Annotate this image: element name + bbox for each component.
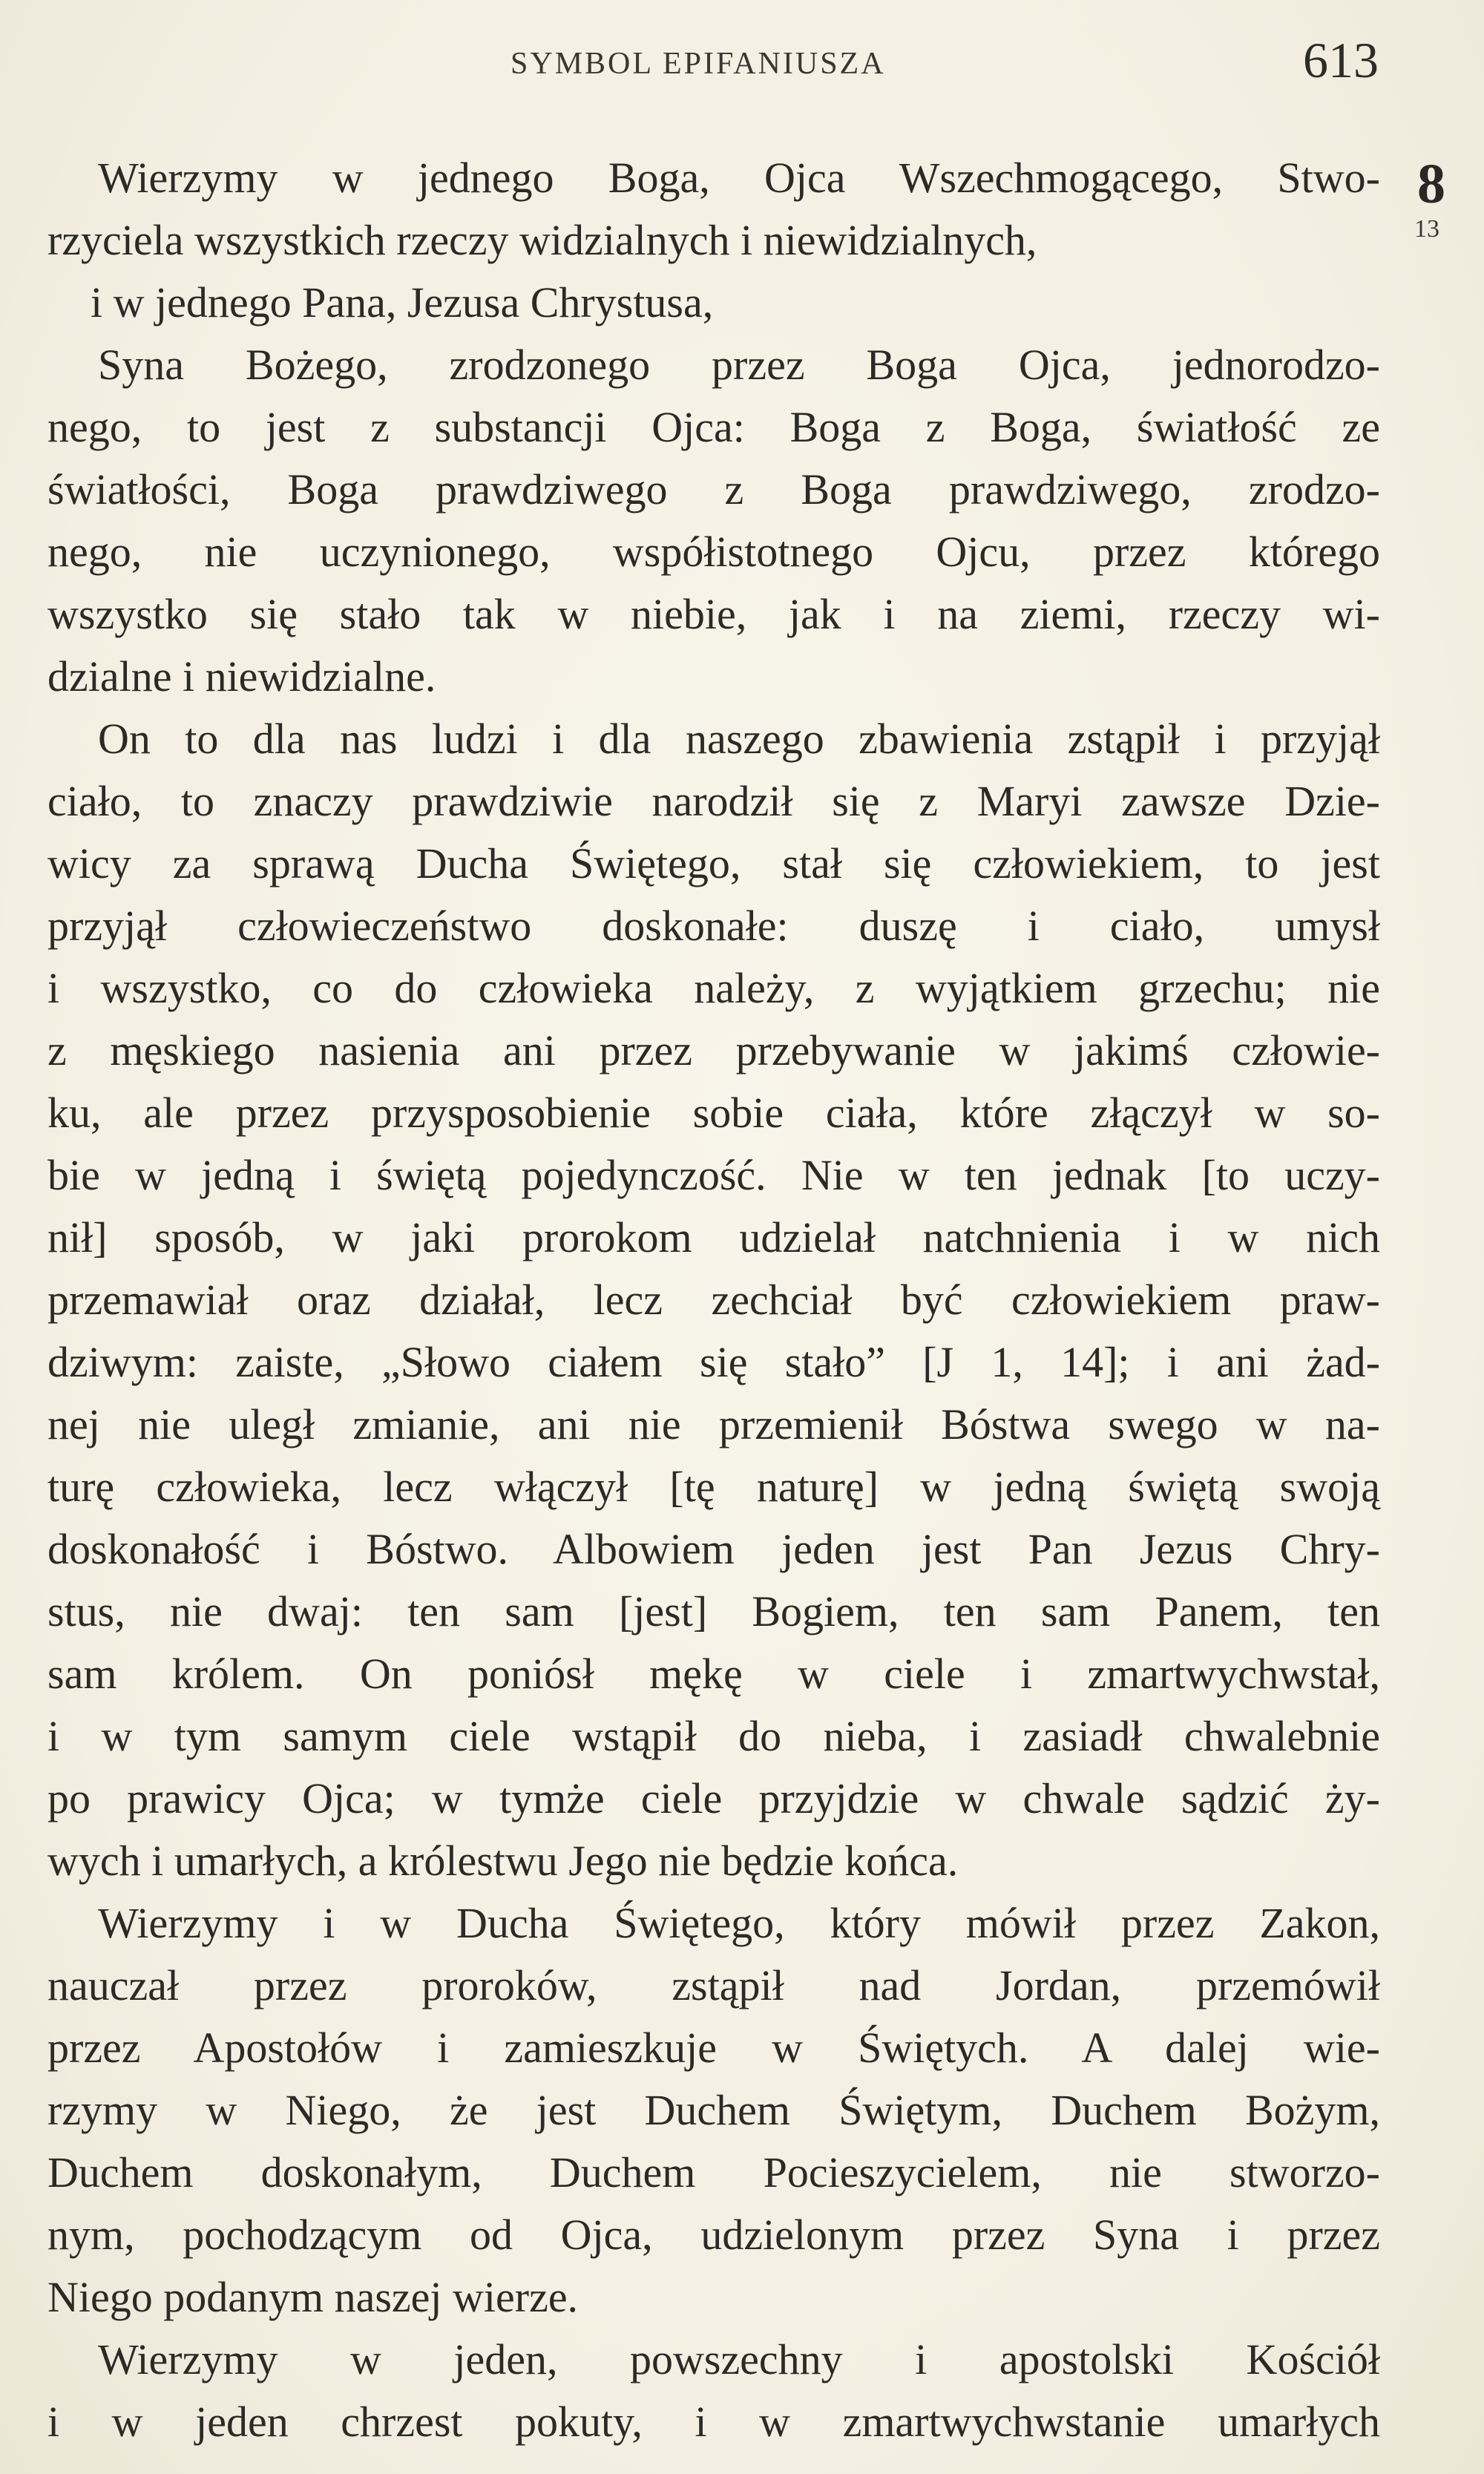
text-line: ku, ale przez przysposobienie sobie ciała, które złączył w so-: [47, 1089, 1380, 1137]
text-line: nego, to jest z substancji Ojca: Boga z Boga, światłość ze: [47, 403, 1380, 451]
text-line: doskonałość i Bóstwo. Albowiem jeden jest Pan Jezus Chry-: [47, 1525, 1380, 1573]
text-line: nym, pochodzącym od Ojca, udzielonym przez Syna i przez: [47, 2211, 1380, 2259]
text-line: sam królem. On poniósł mękę w ciele i zmartwychwstał,: [47, 1650, 1380, 1698]
text-line: On to dla nas ludzi i dla naszego zbawienia zstąpił i przyjął: [98, 715, 1380, 763]
margin-section-number: 8: [1417, 153, 1445, 215]
text-line: nego, nie uczynionego, współistotnego Ojcu, przez którego: [47, 528, 1380, 576]
text-line: ciało, to znaczy prawdziwie narodził się z Maryi zawsze Dzie-: [47, 777, 1380, 825]
body-text: [47, 147, 1380, 2453]
text-line: wych i umarłych, a królestwu Jego nie będzie końca.: [47, 1837, 959, 1885]
text-line: turę człowieka, lecz włączył [tę naturę] w jedną świętą swoją: [47, 1463, 1380, 1511]
text-line: stus, nie dwaj: ten sam [jest] Bogiem, ten sam Panem, ten: [47, 1587, 1380, 1635]
text-line: z męskiego nasienia ani przez przebywanie w jakimś człowie-: [47, 1026, 1380, 1074]
text-line: rzymy w Niego, że jest Duchem Świętym, Duchem Bożym,: [47, 2086, 1380, 2134]
running-head: SYMBOL EPIFANIUSZA: [510, 47, 886, 81]
text-line: i w tym samym ciele wstąpił do nieba, i zasiadł chwalebnie: [47, 1712, 1380, 1760]
text-line: Duchem doskonałym, Duchem Pocieszycielem, nie stworzo-: [47, 2148, 1380, 2196]
page-number: 613: [1303, 32, 1379, 88]
text-line: i w jeden chrzest pokuty, i w zmartwychwstanie umarłych: [47, 2398, 1380, 2446]
text-line: światłości, Boga prawdziwego z Boga prawdziwego, zrodzo-: [47, 465, 1380, 513]
text-line: bie w jedną i świętą pojedynczość. Nie w ten jednak [to uczy-: [47, 1151, 1380, 1199]
text-line: wszystko się stało tak w niebie, jak i na ziemi, rzeczy wi-: [47, 590, 1380, 638]
text-line: i wszystko, co do człowieka należy, z wyjątkiem grzechu; nie: [47, 964, 1380, 1012]
text-line: nauczał przez proroków, zstąpił nad Jordan, przemówił: [47, 1961, 1380, 2009]
text-line: dzialne i niewidzialne.: [47, 652, 436, 700]
text-line: wicy za sprawą Ducha Świętego, stał się człowiekiem, to jest: [47, 839, 1380, 887]
text-line: przemawiał oraz działał, lecz zechciał być człowiekiem praw-: [47, 1276, 1380, 1324]
text-line: przyjął człowieczeństwo doskonałe: duszę i ciało, umysł: [47, 902, 1380, 950]
text-line: i w jednego Pana, Jezusa Chrystusa,: [91, 278, 714, 327]
text-line: po prawicy Ojca; w tymże ciele przyjdzie w chwale sądzić ży-: [47, 1774, 1380, 1822]
text-line: przez Apostołów i zamieszkuje w Świętych. A dalej wie-: [47, 2024, 1380, 2072]
text-line: Niego podanym naszej wierze.: [47, 2273, 579, 2321]
text-line: rzyciela wszystkich rzeczy widzialnych i niewidzialnych,: [47, 216, 1037, 264]
text-line: nił] sposób, w jaki prorokom udzielał natchnienia i w nich: [47, 1213, 1380, 1261]
text-line: Syna Bożego, zrodzonego przez Boga Ojca, jednorodzo-: [98, 341, 1380, 389]
text-line: nej nie uległ zmianie, ani nie przemienił Bóstwa swego w na-: [47, 1400, 1380, 1448]
text-line: Wierzymy i w Ducha Świętego, który mówił przez Zakon,: [98, 1899, 1380, 1947]
text-line: dziwym: zaiste, „Słowo ciałem się stało” [J 1, 14]; i ani żad-: [47, 1338, 1380, 1386]
text-line: Wierzymy w jednego Boga, Ojca Wszechmogącego, Stwo-: [98, 154, 1380, 202]
text-line: Wierzymy w jeden, powszechny i apostolski Kościół: [98, 2335, 1380, 2383]
margin-subsection-number: 13: [1414, 215, 1439, 243]
